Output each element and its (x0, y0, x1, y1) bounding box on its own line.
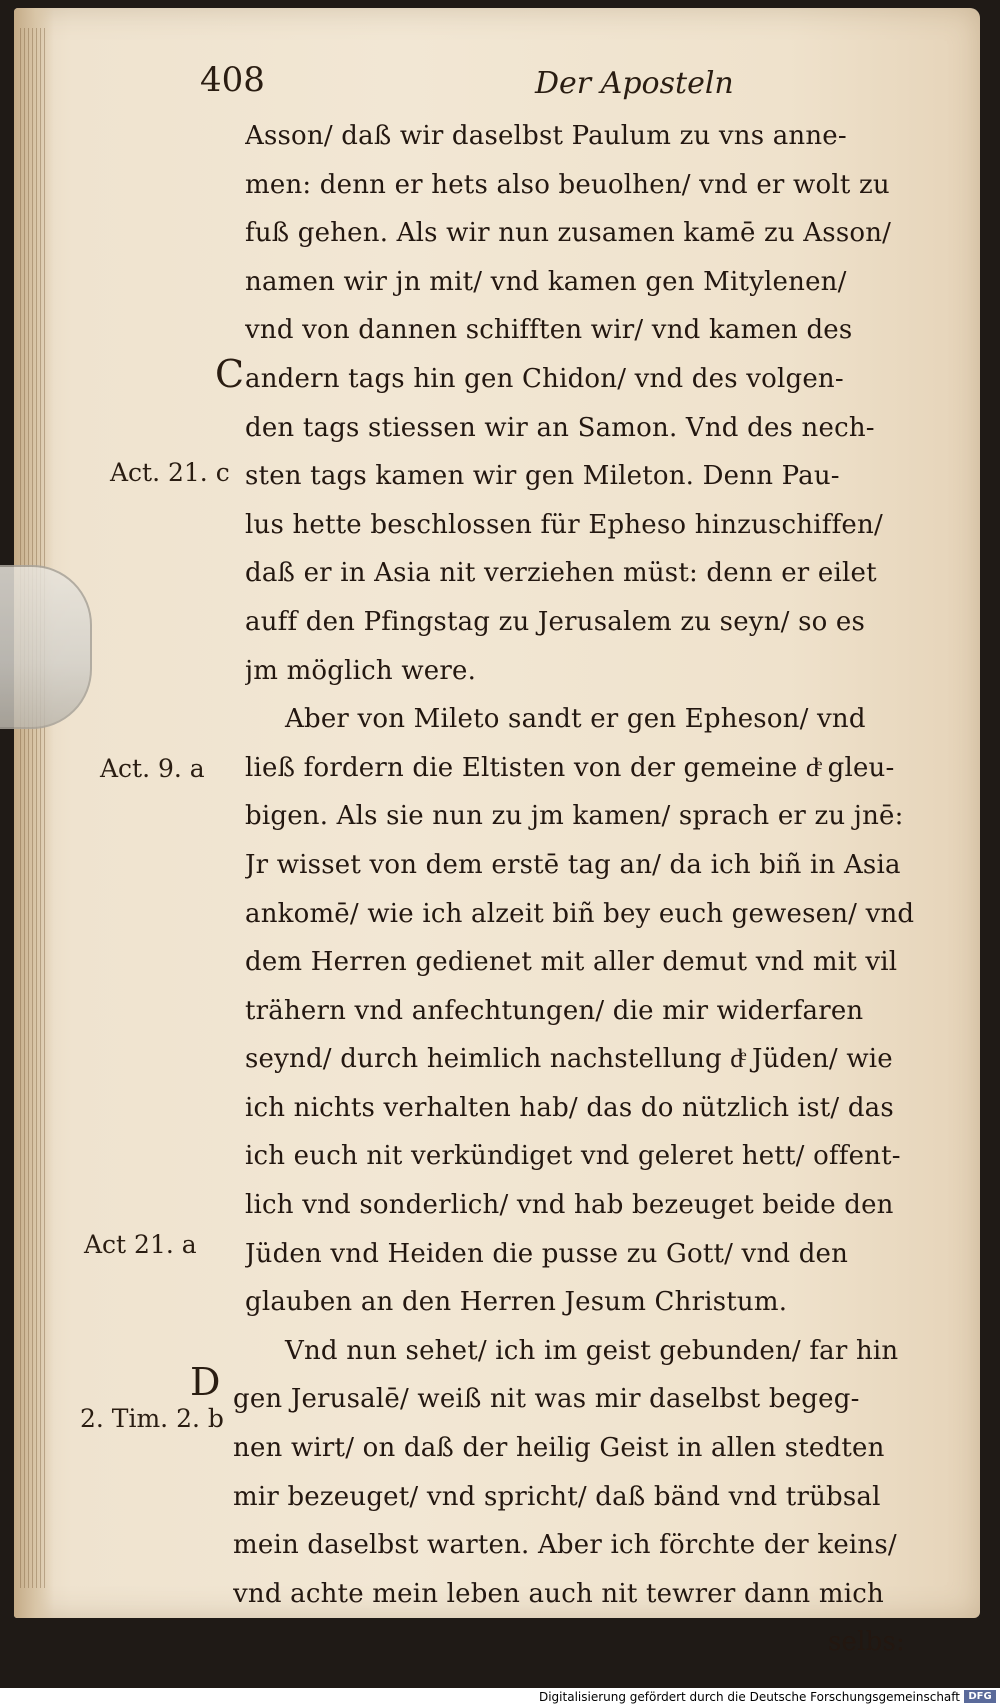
text-line: nen wirt/ on daß der heilig Geist in allen stedten (233, 1433, 885, 1464)
text-line: trähern vnd anfechtungen/ die mir widerfaren (245, 995, 864, 1026)
section-letter-d: D (190, 1360, 221, 1404)
text-line: Jüden vnd Heiden die pusse zu Gott/ vnd den (245, 1238, 849, 1269)
catchword: selbs: (828, 1627, 905, 1658)
text-line: lus hette beschlossen für Epheso hinzuschiffen/ (245, 509, 883, 540)
text-line: mein daselbst warten. Aber ich förchte der keins/ (233, 1530, 897, 1561)
text-line: ich nichts verhalten hab/ das do nützlich ist/ das (245, 1092, 894, 1123)
text-line: ich euch nit verkündiget vnd geleret hett/ offent- (245, 1141, 901, 1172)
text-line: Jr wisset von dem erstē tag an/ da ich biñ in Asia (245, 849, 901, 880)
text-line: Asson/ daß wir daselbst Paulum zu vns anne- (245, 121, 847, 151)
body-text (233, 112, 965, 1667)
text-line: mir bezeuget/ vnd spricht/ daß bänd vnd trübsal (233, 1481, 881, 1512)
running-title: Der Aposteln (535, 66, 734, 101)
text-line: namen wir jn mit/ vnd kamen gen Mitylenen/ (245, 266, 847, 297)
text-line: auff den Pfingstag zu Jerusalem zu seyn/ so es (245, 606, 866, 637)
page-edge-lines (20, 28, 46, 1588)
text-line: Vnd nun sehet/ ich im geist gebunden/ far hin (285, 1335, 899, 1366)
text-line: ankomē/ wie ich alzeit biñ bey euch gewesen/ vnd (245, 898, 915, 929)
margin-reference: Act. 21. c (110, 458, 230, 487)
text-line: den tags stiessen wir an Samon. Vnd des nech- (245, 412, 875, 443)
text-line: andern tags hin gen Chidon/ vnd des volgen- (245, 363, 844, 394)
text-line: daß er in Asia nit verziehen müst: denn er eilet (245, 558, 877, 589)
footer-credit: Digitalisierung gefördert durch die Deutsche Forschungsgemeinschaft (538, 1690, 960, 1704)
text-line: gen Jerusalē/ weiß nit was mir daselbst begeg- (233, 1384, 860, 1415)
text-line: men: denn er hets also beuolhen/ vnd er wolt zu (245, 169, 890, 200)
text-line: dem Herren gedienet mit aller demut vnd mit vil (245, 947, 898, 978)
margin-reference: 2. Tim. 2. b (80, 1404, 224, 1433)
dfg-logo: DFG (964, 1690, 996, 1703)
text-line: glauben an den Herren Jesum Christum. (245, 1287, 788, 1318)
text-line: Aber von Mileto sandt er gen Epheson/ vnd (285, 704, 866, 735)
text-line: jm möglich were. (245, 655, 477, 686)
text-line: sten tags kamen wir gen Mileton. Denn Pau- (245, 461, 840, 492)
text-line: lich vnd sonderlich/ vnd hab bezeuget beide den (245, 1190, 894, 1221)
text-line: bigen. Als sie nun zu jm kamen/ sprach er zu jnē: (245, 801, 904, 832)
text-line: fuß gehen. Als wir nun zusamen kamē zu Asson/ (245, 218, 892, 249)
running-head (200, 60, 900, 110)
text-line: ließ fordern die Eltisten von der gemeine dͤ gleu- (245, 752, 895, 783)
text-line: vnd von dannen schifften wir/ vnd kamen des (245, 315, 853, 346)
page-clip (0, 565, 92, 729)
text-line: vnd achte mein leben auch nit tewrer dann mich (233, 1578, 884, 1609)
margin-reference: Act. 9. a (100, 754, 205, 783)
text-line: seynd/ durch heimlich nachstellung dͤ Jüden/ wie (245, 1044, 893, 1075)
section-letter-c: C (215, 352, 245, 396)
page-number: 408 (200, 60, 265, 100)
margin-reference: Act 21. a (84, 1230, 197, 1259)
